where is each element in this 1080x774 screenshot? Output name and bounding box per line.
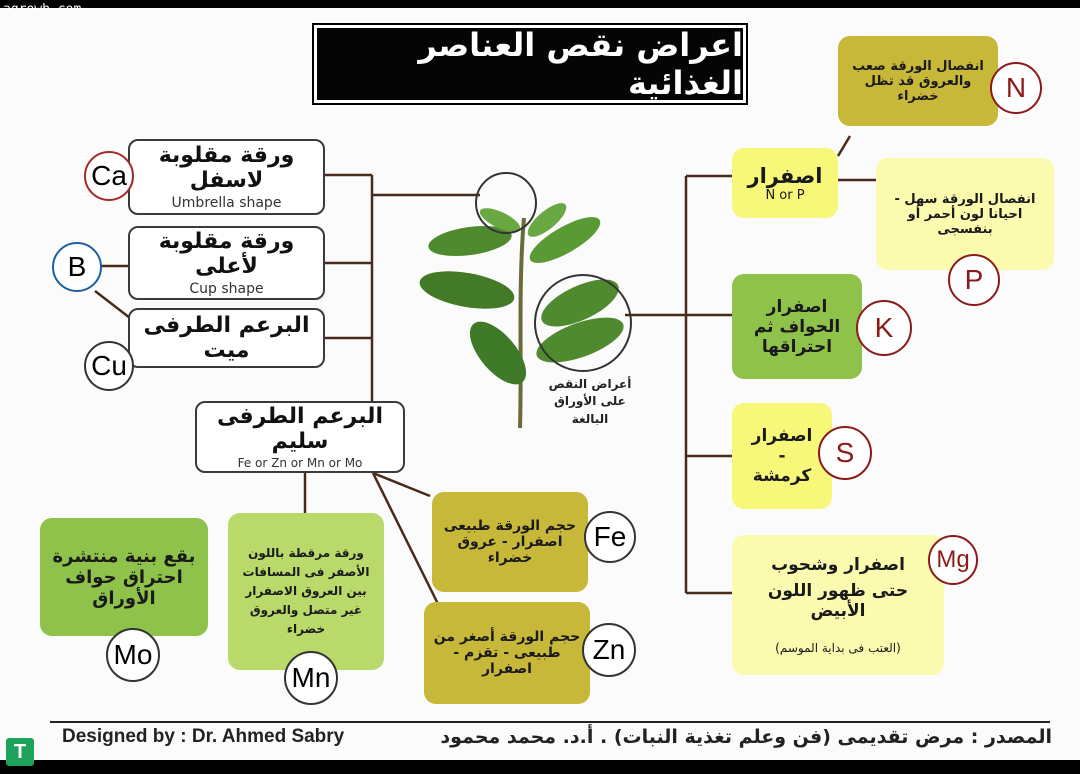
n-deficiency-box: انفصال الورقة صعب والعروق قد تظل خضراء	[838, 36, 998, 126]
k-element-badge: K	[856, 300, 912, 356]
fe-element-badge: Fe	[584, 511, 636, 563]
s-line-2: -	[778, 446, 786, 466]
mg-element-badge: Mg	[928, 535, 978, 585]
yellowing-box	[732, 148, 838, 218]
yellowing-ar: اصفرار	[747, 163, 823, 188]
footer-designer: Designed by : Dr. Ahmed Sabry	[62, 726, 345, 747]
mo-element-badge: Mo	[106, 628, 160, 682]
n-element-badge: N	[990, 62, 1042, 114]
healthy-bud-en: Fe or Zn or Mn or Mo	[237, 456, 363, 470]
yellowing-en: N or P	[765, 187, 805, 203]
cup-en: Cup shape	[189, 281, 264, 297]
zn-deficiency-box: حجم الورقة أصغر من طبيعى - تقزم - اصفرار	[424, 602, 590, 704]
cu-element-badge: Cu	[84, 341, 134, 391]
mg-line-2: حتى ظهور اللون الأبيض	[767, 581, 909, 621]
mn-element-badge: Mn	[284, 651, 338, 705]
umbrella-ar: ورقة مقلوبة لاسفل	[158, 143, 295, 193]
k-deficiency-box: اصفرار الحواف ثم احتراقها	[732, 274, 862, 379]
diagram-canvas	[0, 8, 1080, 760]
mg-line-1: اصفرار وشحوب	[771, 555, 905, 575]
p-element-badge: P	[948, 254, 1000, 306]
dead-bud-box	[128, 308, 325, 368]
ca-element-badge: Ca	[84, 151, 134, 201]
leaf-caption: أعراض النقص على الأوراق البالغة	[548, 377, 632, 426]
app-t-icon[interactable]: T	[6, 738, 34, 766]
fe-deficiency-box: حجم الورقة طبيعى اصفرار - عروق خضراء	[432, 492, 588, 592]
footer-source: المصدر : مرض تقديمى (فن وعلم تغذية النبات) . أ.د. محمد محمود	[440, 726, 1052, 748]
s-deficiency-box	[732, 403, 832, 509]
dead-bud-ar: البرعم الطرفى ميت	[143, 313, 310, 363]
mg-line-3: (العتب فى بداية الموسم)	[775, 641, 901, 655]
mn-deficiency-box: ورقة مرقطة باللون الأصفر فى المسافات بين العروق الاصفرار غير متصل والعروق خضراء	[228, 513, 384, 670]
healthy-bud-box	[195, 401, 405, 473]
cup-ar: ورقة مقلوبة لأعلى	[158, 229, 295, 279]
s-line-1: اصفرار	[751, 426, 813, 446]
cup-shape-box	[128, 226, 325, 300]
s-element-badge: S	[818, 426, 872, 480]
umbrella-shape-box	[128, 139, 325, 215]
zn-element-badge: Zn	[582, 623, 636, 677]
b-element-badge: B	[52, 242, 102, 292]
page-title: اعراض نقص العناصر الغذائية	[314, 25, 746, 103]
watermark: agrowb.com	[3, 2, 82, 17]
mo-deficiency-box: بقع بنية منتشرة احتراق حواف الأوراق	[40, 518, 208, 636]
s-line-3: كرمشة	[752, 466, 812, 486]
mg-deficiency-box	[732, 535, 944, 675]
footer-divider	[50, 721, 1050, 723]
p-deficiency-box: انفصال الورقة سهل - احيانا لون أحمر أو بنفسجى	[876, 158, 1054, 270]
umbrella-en: Umbrella shape	[171, 195, 282, 211]
healthy-bud-ar: البرعم الطرفى سليم	[217, 404, 383, 454]
